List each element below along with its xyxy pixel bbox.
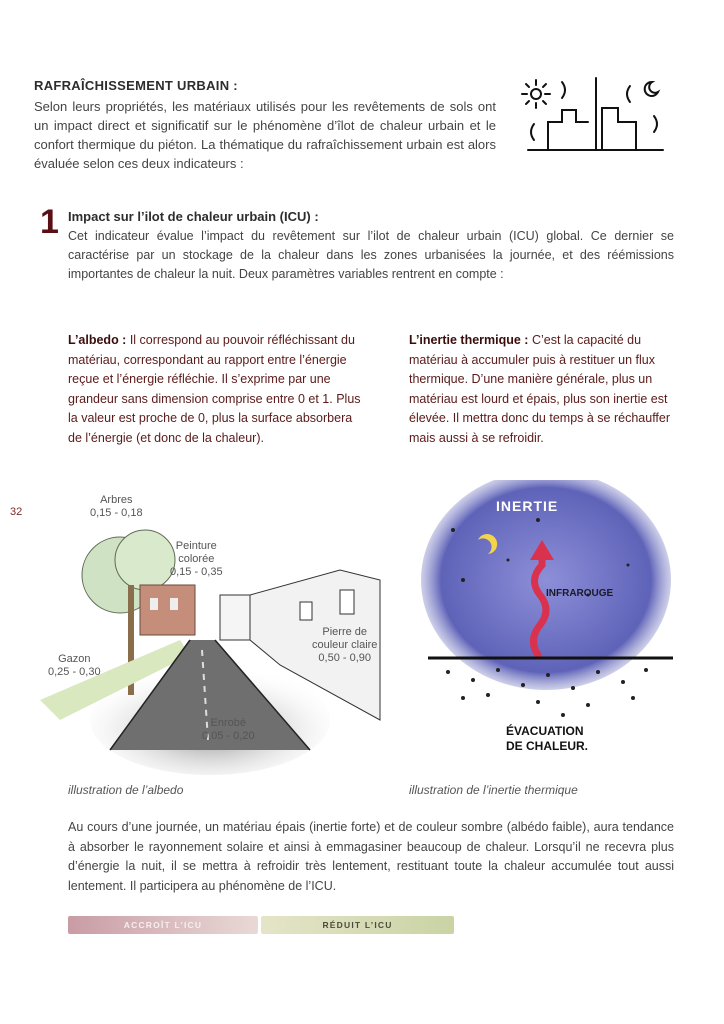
inertie-definition [409,331,681,448]
label-gazon: Gazon 0,25 - 0,30 [48,653,101,678]
albedo-definition [68,331,368,448]
inertie-illustration [418,480,678,770]
label-arbres: Arbres 0,15 - 0,18 [90,494,143,519]
label-inertie: INERTIE [496,498,559,514]
label-evacuation-2: DE CHALEUR. [506,739,589,753]
label-peinture: Peinture colorée 0,15 - 0,35 [170,540,223,578]
conclusion-paragraph: Au cours d’une journée, un matériau épais (inertie forte) et de couleur sombre (albédo faible), aura tendance à absorber le rayonnement solaire et ainsi à emmagasiner beaucoup de chaleur. Lorsqu’il ne recevra plus d’énergie la nuit, il se mettra à refroidir très lentement, restituant toute la chaleur accumulée tout aussi lentement. Il participera au phénomène de l’ICU. [68,820,674,893]
label-evacuation-1: ÉVACUATION [506,724,584,738]
page-number: 32 [10,506,23,518]
label-enrobe: Enrobé 0,05 - 0,20 [202,717,255,742]
legend-reduce-icu: RÉDUIT L’ICU [261,916,454,934]
caption-albedo: illustration de l’albedo [68,783,184,797]
indicator-text: Cet indicateur évalue l’impact du revêtement sur l’ilot de chaleur urbain (ICU) global. Ce dernier se caractérise par un stockage de la chaleur dans les zones urbanisées la journée, et des réémissions importantes de chaleur la nuit. Deux paramètres variables rentrent en compte : [68,229,674,281]
albedo-term: L’albedo : [68,333,127,347]
legend-increase-icu: ACCROÎT L’ICU [68,916,258,934]
label-infrarouge: INFRAROUGE [546,588,614,599]
albedo-illustration [40,490,400,780]
section-title: RAFRAÎCHISSEMENT URBAIN : [34,78,238,93]
indicator-number: 1 [40,203,59,241]
albedo-text: Il correspond au pouvoir réfléchissant du matériau, correspondant au rapport entre l’énergie reçue et l’énergie réfléchie. Il s’exprime par une grandeur sans dimension comprise entre 0 et 1. Plus la valeur est proche de 0, plus la surface absorbera de l’énergie (et donc de la chaleur). [68,333,361,445]
inertie-text: C’est la capacité du matériau à accumuler puis à restituer un flux thermique. D’une manière générale, plus un matériau est lourd et épais, plus son inertie est élevée. Il mettra donc du temps à se réchauffer mais aussi à se refroidir. [409,333,671,445]
intro-paragraph: Selon leurs propriétés, les matériaux utilisés pour les revêtements de sols ont un impact direct et significatif sur le phénomène d’îlot de chaleur urbain et le confort thermique du piéton. La thématique du rafraîchissement urbain est alors évaluée selon ces deux indicateurs : [34,99,496,171]
inertie-term: L’inertie thermique : [409,333,529,347]
caption-inertie: illustration de l’inertie thermique [409,783,578,797]
indicator-title: Impact sur l’ilot de chaleur urbain (ICU) : [68,209,319,224]
label-pierre: Pierre de couleur claire 0,50 - 0,90 [312,626,378,664]
urban-heat-icon [518,72,668,156]
